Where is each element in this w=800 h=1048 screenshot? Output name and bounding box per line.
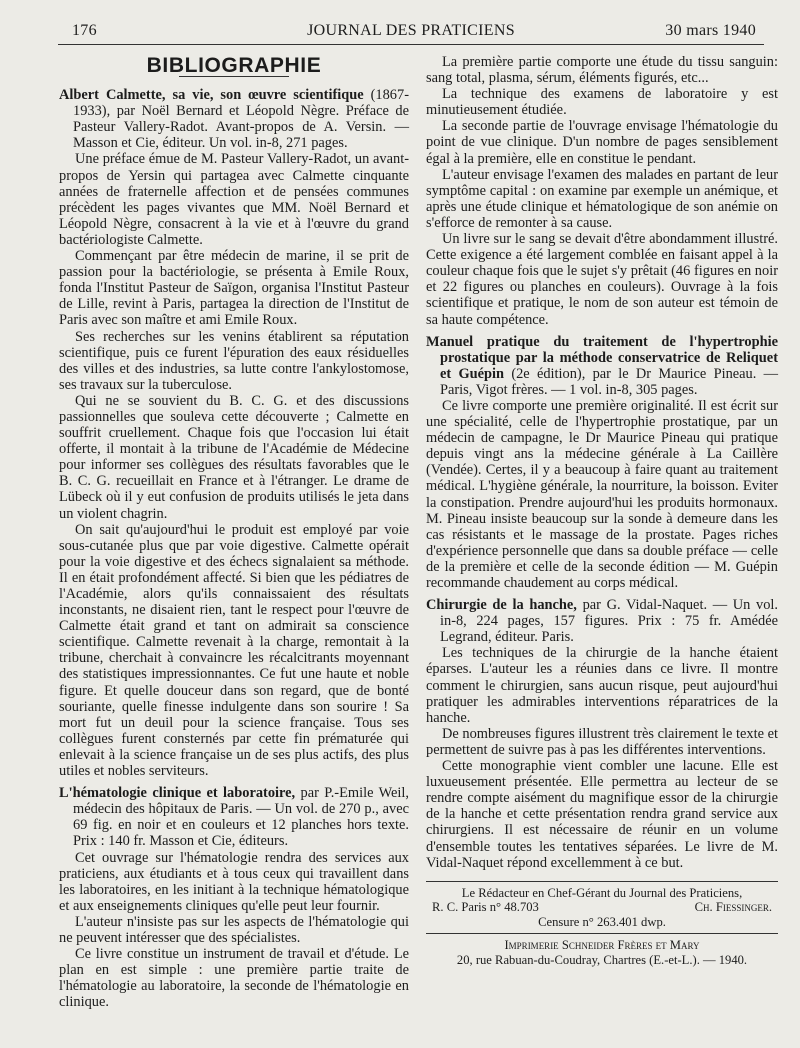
right-column xyxy=(426,54,778,967)
review-2-title: L'hématologie clinique et laboratoire, xyxy=(59,785,296,802)
review-3-details: (2e édition), par le Dr Maurice Pineau. — Paris, Vigot frères. — 1 vol. in-8, 305 pages. xyxy=(440,365,778,398)
review-2-paragraph: L'auteur envisage l'examen des malades en partant de leur symptôme capital : on examine par exemple un anémique, et après une étude clinique et hématologique de son anémie on s'efforce de remonter à sa cause. xyxy=(426,166,778,231)
review-3-paragraph: Ce livre comporte une première originalité. Il est écrit sur une spécialité, celle de l'hypertrophie prostatique, par un médecin de campagne, le Dr Maurice Pineau qui pratique depuis vingt ans la médecine générale à La Caillère (Vendée). Certes, il y a beaucoup à faire quant au traitement médical. L'hygiène générale, la nourriture, la boisson. Eviter la constipation. Prendre aujourd'hui les produits hormonaux. M. Pineau insiste beaucoup sur la sonde à demeure dans les cas résistants et le massage de la prostate. Pages riches d'expérience personnelle que dans sa double préface — celle de la première et celle de la seconde édition — M. Guépin recommande chaudement au corps médical. xyxy=(426,397,778,591)
review-1-paragraph: Commençant par être médecin de marine, il se prit de passion pour la bactériologie, se présenta à Emile Roux, fonda l'Institut Pasteur de Saïgon, organisa l'Institut Pasteur de Lille, revint à Paris, partagea la direction de l'Institut de Paris avec son maître et ami Emile Roux. xyxy=(59,248,409,329)
editor-name: Ch. Fiessinger. xyxy=(694,900,772,915)
review-2-paragraph: Cet ouvrage sur l'hématologie rendra des services aux praticiens, aux étudiants et à tous ceux qui travaillent dans les laboratoires, en les initiant à la technique hématologique et aux enseignements cliniques qu'elle peut leur fournir. xyxy=(59,849,409,914)
review-4-details: par G. Vidal-Naquet. — Un vol. in-8, 224 pages, 157 figures. Prix : 75 fr. Amédée Legrand, éditeur. Paris. xyxy=(440,597,778,646)
review-2-paragraph: La première partie comporte une étude du tissu sanguin: sang total, plasma, sérum, éléments figurés, etc... xyxy=(426,54,778,87)
review-4-entry xyxy=(426,597,778,645)
registration-number: R. C. Paris n° 48.703 xyxy=(432,900,539,915)
page-number: 176 xyxy=(72,22,97,39)
review-2-paragraph: La technique des examens de laboratoire y est minutieusement étudiée. xyxy=(426,86,778,119)
review-1-paragraph: Qui ne se souvient du B. C. G. et des discussions passionnelles que souleva cette découverte ; Calmette en souffrit cruellement. Chaque fois que l'occasion lui était offerte, il montait à la tribune de l'Académie de Médecine pour informer ses collègues des résultats favorables que le B. C. G. recueillait en France et à l'étranger. Le drame de Lübeck où il y eut confusion de produits utilisés le jeta dans un violent chagrin. xyxy=(59,392,409,522)
review-1-details: (1867-1933), par Noël Bernard et Léopold Nègre. Préface de Pasteur Vallery-Radot. Avant-propos de A. Versin. — Masson et Cie, éditeur. Un vol. in-8, 271 pages. xyxy=(73,87,409,152)
imprint xyxy=(426,933,778,967)
journal-title: JOURNAL DES PRATICIENS xyxy=(307,22,515,39)
review-1-paragraph: On sait qu'aujourd'hui le produit est employé par voie sous-cutanée plus que par voie digestive. Calmette opérait pour la voie digestive et des échecs signalaient sa méthode. Il en était profondément affecté. Si bien que les pédiatres de l'Académie, alors qu'ils connaissaient des résultats inconstants, ne disaient rien, tant le respect pour l'œuvre de Calmette était grand et tant on admirait sa conscience scientifique. Calmette revenait à la charge, remontait à la tribune, cherchait à convaincre les récalcitrants moyennant des statistiques impressionnantes. Ce fut une haute et noble figure. Et quelle douceur dans son regard, que de bonté souriante, quelle finesse indulgente dans son sourire ! Sa mort fut un deuil pour la science française. Tous ses collègues furent consternés par cette fin prématurée qui enlevait à la science française un de ses plus actifs, des plus utiles et nobles serviteurs. xyxy=(59,521,409,780)
review-4-title: Chirurgie de la hanche, xyxy=(426,597,577,614)
review-4-paragraph: De nombreuses figures illustrent très clairement le texte et permettent de suivre pas à pas les différentes interventions. xyxy=(426,725,778,758)
review-1-paragraph: Une préface émue de M. Pasteur Vallery-Radot, un avant-propos de Yersin qui partagea avec Calmette cinquante années de fraternelle affection et de pensées communes précèdent les pages vivantes que MM. Noël Bernard et Léopold Nègre, consacrent à la vie et à l'œuvre du grand bactériologiste Calmette. xyxy=(59,151,409,248)
review-2-paragraph: Ce livre constitue un instrument de travail et d'étude. Le plan en est simple : une première partie traite de l'hématologie au laboratoire, la seconde de l'hématologie en clinique. xyxy=(59,946,409,1011)
censure-number: Censure n° 263.401 dwp. xyxy=(538,914,666,929)
issue-date: 30 mars 1940 xyxy=(665,22,756,39)
review-3-entry xyxy=(426,334,778,398)
running-head xyxy=(58,18,764,45)
editor-line: Le Rédacteur en Chef-Gérant du Journal des Praticiens, xyxy=(461,885,743,900)
colophon xyxy=(426,881,778,968)
review-4-paragraph: Cette monographie vient combler une lacune. Elle est luxueusement présentée. Elle permettra au lecteur de se rendre compte aisément du magnifique essor de la chirurgie de la hanche et cette présentation rendra grand service aux chirurgiens. Il est nécessaire de réunir en un volume d'ensemble toutes les tentatives séparées. Le livre de M. Vidal-Naquet répond excellemment à ce but. xyxy=(426,758,778,871)
left-column xyxy=(59,54,409,1010)
review-2-details: par P.-Emile Weil, médecin des hôpitaux de Paris. — Un vol. de 270 p., avec 69 fig. en noir et en couleurs et 12 planches hors texte. Prix : 140 fr. Masson et Cie, éditeurs. xyxy=(73,785,409,850)
review-1-title: Albert Calmette, sa vie, son œuvre scientifique xyxy=(59,87,364,104)
review-1-paragraph: Ses recherches sur les venins établirent sa réputation scientifique, puis ce furent l'épuration des eaux résiduelles des villes et des industries, sa lutte contre l'ankylostomose, ses travaux sur la tuberculose. xyxy=(59,328,409,393)
review-2-paragraph: L'auteur n'insiste pas sur les aspects de l'hématologie qui ne peuvent intéresser que des spécialistes. xyxy=(59,913,409,946)
printer-address: 20, rue Rabuan-du-Coudray, Chartres (E.-et-L.). — 1940. xyxy=(456,952,748,967)
review-2-entry xyxy=(59,785,409,849)
registration-row xyxy=(426,900,778,915)
section-title: BIBLIOGRAPHIE xyxy=(146,54,322,77)
review-2-paragraph: Un livre sur le sang se devait d'être abondamment illustré. Cette exigence a été largement comblée en faisant appel à la couleur chaque fois que le sujet s'y prêtait (46 figures en noir et 22 figures ou planches en couleurs). Ouvrage à la fois scientifique et pratique, le nom de son auteur est témoin de sa haute compétence. xyxy=(426,231,778,328)
printer-name: Imprimerie Schneider Frères et Mary xyxy=(504,938,700,953)
review-1-entry xyxy=(59,87,409,151)
review-2-paragraph: La seconde partie de l'ouvrage envisage l'hématologie du point de vue clinique. D'un nombre de pages sensiblement égal à la première, elle en constitue le pendant. xyxy=(426,118,778,167)
review-3-title: Manuel pratique du traitement de l'hypertrophie prostatique par la méthode conservatrice de Reliquet et Guépin xyxy=(426,333,778,382)
review-4-paragraph: Les techniques de la chirurgie de la hanche étaient éparses. L'auteur les a réunies dans ce livre. Il montre comment le chirurgien, sans aucun risque, peut aujourd'hui pratiquer les admirables interventions réparatrices de la hanche. xyxy=(426,645,778,726)
